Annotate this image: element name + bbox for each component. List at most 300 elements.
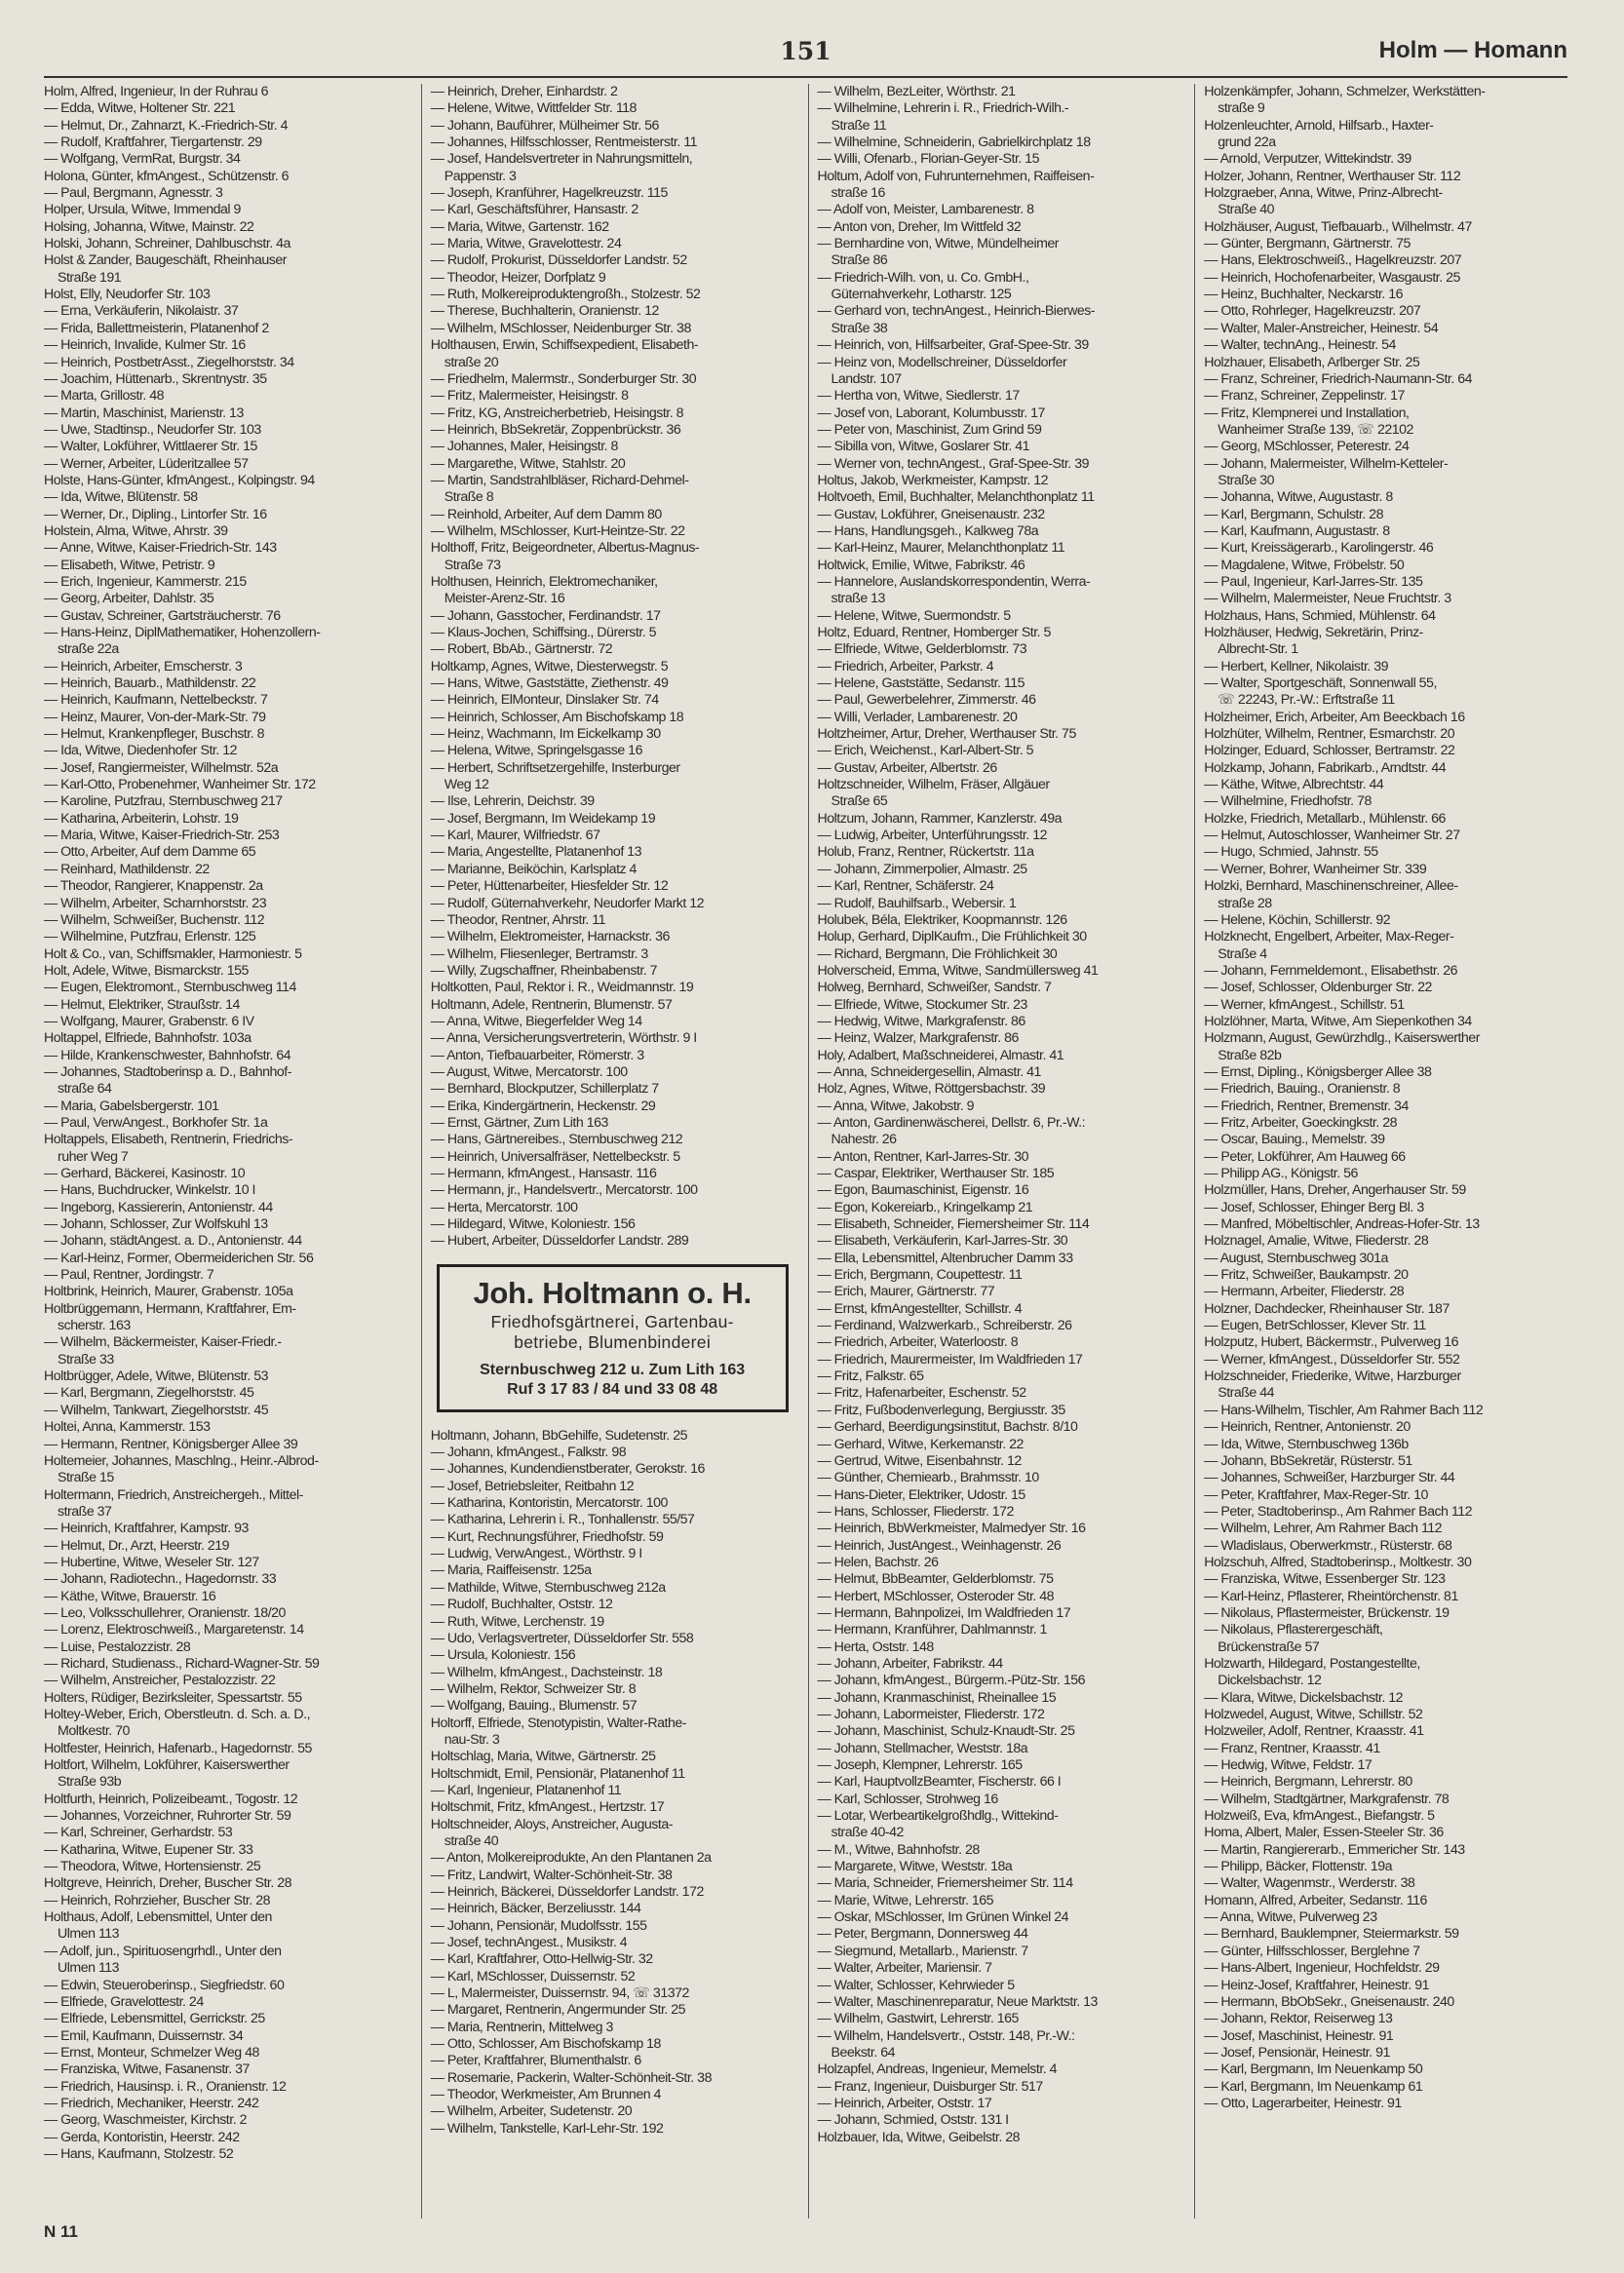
directory-entry: Holzner, Dachdecker, Rheinhauser Str. 187: [1204, 1300, 1450, 1317]
directory-entry: Beekstr. 64: [831, 2044, 895, 2061]
directory-entry: — Georg, MSchlosser, Peterestr. 24: [1204, 439, 1410, 455]
directory-entry: Pappenstr. 3: [444, 168, 517, 184]
directory-entry: — Josef, technAngest., Musikstr. 4: [430, 1935, 628, 1951]
directory-entry: — Eugen, BetrSchlosser, Klever Str. 11: [1204, 1318, 1426, 1334]
directory-entry: — Karl-Heinz, Former, Obermeiderichen Str. 56: [44, 1250, 314, 1266]
directory-entry: — Edda, Witwe, Holtener Str. 221: [44, 100, 236, 117]
directory-entry: — Johannes, Vorzeichner, Ruhrorter Str. 59: [44, 1808, 291, 1825]
directory-entry: Holtbrügger, Adele, Witwe, Blütenstr. 53: [44, 1368, 268, 1385]
directory-entry: — Günter, Hilfsschlosser, Berglehne 7: [1204, 1943, 1420, 1959]
directory-entry: — Katharina, Arbeiterin, Lohstr. 19: [44, 810, 239, 827]
directory-entry: straße 40-42: [831, 1825, 904, 1841]
directory-entry: — Ernst, Gärtner, Zum Lith 163: [430, 1114, 608, 1131]
directory-entry: — Wilhelm, MSchlosser, Neidenburger Str. 38: [430, 320, 691, 336]
directory-entry: — Richard, Bergmann, Die Fröhlichkeit 30: [817, 945, 1058, 962]
directory-entry: — Wilhelm, BezLeiter, Wörthstr. 21: [817, 84, 1016, 99]
directory-entry: — Sibilla von, Witwe, Goslarer Str. 41: [817, 439, 1030, 455]
directory-entry: Holtei, Anna, Kammerstr. 153: [44, 1419, 211, 1436]
directory-entry: — Heinrich, JustAngest., Weinhagenstr. 26: [817, 1537, 1062, 1554]
directory-entry: — Paul, Ingenieur, Karl-Jarres-Str. 135: [1204, 573, 1423, 590]
directory-entry: — Egon, Kokereiarb., Kringelkamp 21: [817, 1199, 1033, 1215]
directory-entry: — Otto, Lagerarbeiter, Heinestr. 91: [1204, 2095, 1402, 2111]
directory-entry: — Friedrich-Wilh. von, u. Co. GmbH.,: [817, 269, 1029, 286]
directory-entry: — Ludwig, VerwAngest., Wörthstr. 9 I: [430, 1546, 642, 1562]
directory-entry: — Friedrich, Bauing., Oranienstr. 8: [1204, 1081, 1401, 1098]
directory-entry: — Johannes, Hilfsschlosser, Rentmeisterstr. 11: [430, 135, 697, 151]
ad-address: Sternbuschweg 212 u. Zum Lith 163: [480, 1361, 746, 1378]
directory-entry: — Adolf, jun., Spirituosengrhdl., Unter den: [44, 1943, 282, 1959]
directory-entry: straße 37: [58, 1503, 112, 1520]
directory-entry: — Emil, Kaufmann, Duissernstr. 34: [44, 2027, 244, 2044]
directory-entry: — Martin, Sandstrahlbläser, Richard-Dehmel-: [430, 472, 689, 488]
directory-entry: — Hans, Witwe, Gaststätte, Ziethenstr. 49: [430, 675, 669, 692]
directory-entry: Holweg, Bernhard, Schweißer, Sandstr. 7: [817, 980, 1052, 996]
directory-entry: Holzwedel, August, Witwe, Schillstr. 52: [1204, 1707, 1423, 1722]
directory-entry: — Werner, Bohrer, Wanheimer Str. 339: [1204, 861, 1427, 877]
directory-entry: Holzheimer, Erich, Arbeiter, Am Beeckbach 16: [1204, 709, 1465, 725]
header-rule: [44, 76, 1567, 78]
directory-entry: — Hildegard, Witwe, Koloniestr. 156: [430, 1216, 636, 1233]
directory-entry: — Erich, Ingenieur, Kammerstr. 215: [44, 573, 247, 590]
directory-entry: — Herbert, MSchlosser, Osteroder Str. 48: [817, 1588, 1055, 1604]
directory-entry: — Werner, kfmAngest., Düsseldorfer Str. 552: [1204, 1351, 1460, 1368]
directory-entry: — Elfriede, Gravelottestr. 24: [44, 1993, 204, 2010]
directory-entry: Holzhäuser, Hedwig, Sekretärin, Prinz-: [1204, 625, 1423, 640]
directory-entry: — Margarete, Witwe, Weststr. 18a: [817, 1859, 1013, 1875]
directory-entry: Holzgraeber, Anna, Witwe, Prinz-Albrecht-: [1204, 185, 1443, 202]
directory-entry: — Mathilde, Witwe, Sternbuschweg 212a: [430, 1579, 666, 1596]
directory-entry: — Heinrich, Bäcker, Berzeliusstr. 144: [430, 1901, 641, 1917]
directory-entry: — Hugo, Schmied, Jahnstr. 55: [1204, 844, 1378, 861]
directory-entry: straße 22a: [58, 641, 119, 658]
directory-entry: — Franz, Rentner, Kraasstr. 41: [1204, 1740, 1380, 1756]
directory-entry: Nahestr. 26: [831, 1132, 897, 1148]
directory-entry: — Maria, Raiffeisenstr. 125a: [430, 1562, 592, 1579]
directory-entry: — Maria, Gabelsbergerstr. 101: [44, 1098, 219, 1114]
directory-entry: — Heinrich, Hochofenarbeiter, Wasgaustr. 25: [1204, 269, 1460, 286]
directory-entry: — Heinrich, Bäckerei, Düsseldorfer Landstr. 172: [430, 1884, 704, 1900]
directory-entry: straße 64: [58, 1081, 112, 1098]
directory-entry: Holznagel, Amalie, Witwe, Fliederstr. 28: [1204, 1233, 1429, 1250]
directory-entry: — Franz, Ingenieur, Duisburger Str. 517: [817, 2078, 1043, 2095]
directory-entry: — Bernhard, Bauklempner, Steiermarkstr. 59: [1204, 1926, 1459, 1943]
directory-entry: — Maria, Schneider, Friemersheimer Str. 114: [817, 1875, 1073, 1892]
directory-entry: Holub, Franz, Rentner, Rückertstr. 11a: [817, 844, 1034, 861]
directory-entry: Holzweiler, Adolf, Rentner, Kraasstr. 41: [1204, 1723, 1424, 1740]
directory-entry: Holtorff, Elfriede, Stenotypistin, Walter-Rathe-: [430, 1714, 686, 1731]
directory-entry: — Johann, Gasstocher, Ferdinandstr. 17: [430, 607, 661, 624]
directory-entry: Holtappel, Elfriede, Bahnhofstr. 103a: [44, 1030, 251, 1047]
directory-entry: — Wolfgang, VermRat, Burgstr. 34: [44, 151, 241, 168]
directory-entry: — Heinrich, Invalide, Kulmer Str. 16: [44, 337, 246, 354]
directory-entry: — Johann, Schmied, Oststr. 131 I: [817, 2112, 1009, 2129]
directory-entry: Holzputz, Hubert, Bäckermstr., Pulverweg 16: [1204, 1334, 1459, 1351]
ad-company-name: Joh. Holtmann o. H.: [473, 1275, 752, 1310]
directory-entry: — Marta, Grillostr. 48: [44, 388, 165, 405]
directory-entry: — Friedrich, Rentner, Bremenstr. 34: [1204, 1098, 1409, 1114]
directory-entry: — Rudolf, Prokurist, Düsseldorfer Landstr. 52: [430, 252, 687, 269]
directory-entry: Straße 8: [444, 489, 494, 506]
directory-entry: — Johann, Radiotechn., Hagedornstr. 33: [44, 1571, 277, 1588]
directory-entry: — Friedhelm, Malermstr., Sonderburger Str. 30: [430, 370, 697, 387]
directory-entry: — Josef, Maschinist, Heinestr. 91: [1204, 2027, 1394, 2044]
directory-entry: — Werner von, technAngest., Graf-Spee-Str. 39: [817, 455, 1089, 472]
directory-entry: — Karl, Bergmann, Ziegelhorststr. 45: [44, 1385, 254, 1402]
page-number: 151: [780, 37, 831, 65]
directory-entry: Holtkamp, Agnes, Witwe, Diesterwegstr. 5: [430, 658, 669, 674]
directory-entry: — Herbert, Kellner, Nikolaistr. 39: [1204, 658, 1389, 674]
directory-entry: — Heinz, Wachmann, Im Eickelkamp 30: [430, 726, 661, 743]
directory-entry: — Helen, Bachstr. 26: [817, 1554, 939, 1570]
directory-entry: — Wilhelm, kfmAngest., Dachsteinstr. 18: [430, 1664, 663, 1680]
directory-entry: — Helmut, Dr., Arzt, Heerstr. 219: [44, 1537, 230, 1554]
directory-entry: — Heinrich, BbSekretär, Zoppenbrückstr. 36: [430, 421, 681, 438]
directory-entry: Holtbrüggemann, Hermann, Kraftfahrer, Em-: [44, 1300, 296, 1317]
directory-entry: — August, Witwe, Mercatorstr. 100: [430, 1063, 628, 1080]
directory-entry: — Heinz, Buchhalter, Neckarstr. 16: [1204, 287, 1404, 303]
directory-entry: Holtmann, Johann, BbGehilfe, Sudetenstr. 25: [430, 1427, 687, 1444]
directory-entry: — Caspar, Elektriker, Werthauser Str. 185: [817, 1166, 1055, 1181]
directory-entry: — Helene, Witwe, Suermondstr. 5: [817, 607, 1011, 624]
directory-entry: — Karl-Heinz, Maurer, Melanchthonplatz 11: [817, 540, 1065, 557]
directory-entry: straße 16: [831, 185, 885, 202]
directory-entry: — Theodor, Rentner, Ahrstr. 11: [430, 911, 606, 928]
directory-entry: — Erna, Verkäuferin, Nikolaistr. 37: [44, 303, 239, 320]
directory-entry: Weg 12: [444, 777, 489, 793]
directory-entry: — Martin, Maschinist, Marienstr. 13: [44, 405, 244, 421]
directory-entry: Holzweiß, Eva, kfmAngest., Biefangstr. 5: [1204, 1808, 1435, 1825]
directory-entry: — Karl, Schreiner, Gerhardstr. 53: [44, 1825, 233, 1841]
directory-entry: — Magdalene, Witwe, Fröbelstr. 50: [1204, 557, 1405, 573]
directory-entry: — Hans, Gärtnereibes., Sternbuschweg 212: [430, 1132, 683, 1148]
directory-entry: — Heinrich, Rentner, Antonienstr. 20: [1204, 1419, 1411, 1436]
directory-entry: Holzapfel, Andreas, Ingenieur, Memelstr. 4: [817, 2061, 1058, 2078]
directory-entry: — Georg, Waschmeister, Kirchstr. 2: [44, 2112, 247, 2129]
directory-entry: — Heinrich, PostbetrAsst., Ziegelhorststr. 34: [44, 354, 294, 370]
directory-entry: — Karl-Otto, Probenehmer, Wanheimer Str. 172: [44, 777, 316, 793]
directory-entry: Holzknecht, Engelbert, Arbeiter, Max-Reger-: [1204, 929, 1454, 945]
directory-entry: — Peter, Stadtoberinsp., Am Rahmer Bach 112: [1204, 1503, 1473, 1520]
column-3: [808, 84, 1181, 2218]
directory-entry: — Johann, städtAngest. a. D., Antonienstr. 44: [44, 1233, 302, 1250]
directory-entry: — Anna, Versicherungsvertreterin, Wörthstr. 9 I: [430, 1030, 697, 1047]
directory-entry: — Heinrich, BbWerkmeister, Malmedyer Str. 16: [817, 1521, 1086, 1537]
directory-entry: — Heinz, Maurer, Von-der-Mark-Str. 79: [44, 709, 266, 725]
directory-entry: — Oscar, Bauing., Memelstr. 39: [1204, 1132, 1385, 1148]
directory-entry: — Friedrich, Mechaniker, Heerstr. 242: [44, 2095, 259, 2111]
directory-entry: — Karl, Kaufmann, Augustastr. 8: [1204, 522, 1390, 539]
directory-entry: — Heinrich, ElMonteur, Dinslaker Str. 74: [430, 692, 659, 709]
directory-entry: — Johanna, Witwe, Augustastr. 8: [1204, 489, 1393, 506]
directory-entry: — Walter, Maschinenreparatur, Neue Marktstr. 13: [817, 1993, 1098, 2010]
directory-entry: — Paul, Gewerbelehrer, Zimmerstr. 46: [817, 692, 1036, 709]
directory-entry: Holzbauer, Ida, Witwe, Geibelstr. 28: [817, 2129, 1021, 2145]
directory-entry: — Ferdinand, Walzwerkarb., Schreiberstr. 26: [817, 1318, 1072, 1334]
directory-entry: — Hans, Handlungsgeh., Kalkweg 78a: [817, 522, 1039, 539]
directory-entry: — Johann, Pensionär, Mudolfsstr. 155: [430, 1917, 647, 1934]
directory-entry: Ulmen 113: [58, 1960, 120, 1977]
advertisement-box: [437, 1264, 789, 1412]
directory-entry: — Karl, Kraftfahrer, Otto-Hellwig-Str. 32: [430, 1951, 653, 1968]
directory-entry: straße 9: [1218, 100, 1265, 117]
directory-entry: Holtgreve, Heinrich, Dreher, Buscher Str. 28: [44, 1875, 291, 1892]
directory-entry: — Johann, Rektor, Reiserweg 13: [1204, 2011, 1393, 2027]
directory-entry: — Manfred, Möbeltischler, Andreas-Hofer-Str. 13: [1204, 1216, 1480, 1233]
directory-entry: — Heinrich, Arbeiter, Emscherstr. 3: [44, 658, 243, 674]
directory-entry: — Kurt, Kreissägerarb., Karolingerstr. 46: [1204, 540, 1434, 557]
directory-entry: — Heinrich, Dreher, Einhardstr. 2: [430, 84, 618, 99]
directory-entry: — Karl-Heinz, Pflasterer, Rheintörchenstr. 81: [1204, 1588, 1458, 1604]
directory-entry: — Rudolf, Bauhilfsarb., Webersir. 1: [817, 895, 1017, 911]
directory-entry: — Johann, Fernmeldemont., Elisabethstr. 26: [1204, 962, 1457, 979]
directory-entry: — Franziska, Witwe, Fasanenstr. 37: [44, 2061, 250, 2078]
directory-entry: — Hermann, kfmAngest., Hansastr. 116: [430, 1166, 657, 1181]
directory-entry: — Günter, Bergmann, Gärtnerstr. 75: [1204, 236, 1411, 252]
directory-entry: — Johannes, Kundendienstberater, Gerokstr. 16: [430, 1461, 705, 1478]
directory-entry: — Josef, Schlosser, Oldenburger Str. 22: [1204, 980, 1432, 996]
directory-entry: — Erich, Weichenst., Karl-Albert-Str. 5: [817, 743, 1033, 759]
ad-phone: Ruf 3 17 83 / 84 und 33 08 48: [507, 1380, 718, 1398]
directory-entry: ruher Weg 7: [58, 1148, 129, 1165]
directory-entry: — Wilhelm, Elektromeister, Harnackstr. 36: [430, 929, 670, 945]
directory-entry: Holzwarth, Hildegard, Postangestellte,: [1204, 1655, 1420, 1672]
directory-entry: Holtappels, Elisabeth, Rentnerin, Friedrichs-: [44, 1132, 293, 1148]
directory-entry: — Josef, Pensionär, Heinestr. 91: [1204, 2044, 1390, 2061]
directory-entry: Holthoff, Fritz, Beigeordneter, Albertus-Magnus-: [430, 540, 700, 557]
directory-entry: Holst, Elly, Neudorfer Str. 103: [44, 287, 211, 303]
directory-entry: — Josef, Rangiermeister, Wilhelmstr. 52a: [44, 759, 279, 776]
directory-entry: Holzhauer, Elisabeth, Arlberger Str. 25: [1204, 354, 1420, 370]
directory-entry: — Karl, Bergmann, Im Neuenkamp 61: [1204, 2078, 1423, 2095]
directory-entry: — Fritz, KG, Anstreicherbetrieb, Heisingstr. 8: [430, 405, 684, 421]
directory-entry: — Rudolf, Güternahverkehr, Neudorfer Markt 12: [430, 895, 705, 911]
directory-entry: — Luise, Pestalozzistr. 28: [44, 1638, 191, 1655]
directory-entry: — Heinrich, Arbeiter, Oststr. 17: [817, 2095, 992, 2111]
directory-entry: Holzhüter, Wilhelm, Rentner, Esmarchstr. 20: [1204, 726, 1455, 743]
directory-entry: Holtzum, Johann, Rammer, Kanzlerstr. 49a: [817, 810, 1062, 827]
directory-entry: — Erich, Maurer, Gärtnerstr. 77: [817, 1284, 995, 1300]
directory-entry: — Nikolaus, Pflastermeister, Brückenstr. 19: [1204, 1604, 1450, 1621]
directory-entry: Straße 86: [831, 252, 888, 269]
directory-entry: — Karl, Schlosser, Strohweg 16: [817, 1791, 998, 1807]
directory-entry: — Willi, Verlader, Lambarenestr. 20: [817, 709, 1018, 725]
column-2: [421, 84, 794, 2218]
directory-entry: Straße 30: [1218, 472, 1275, 488]
directory-entry: — Herta, Oststr. 148: [817, 1638, 934, 1655]
directory-entry: — Paul, VerwAngest., Borkhofer Str. 1a: [44, 1114, 268, 1131]
directory-entry: Holthaus, Adolf, Lebensmittel, Unter den: [44, 1909, 272, 1926]
directory-entry: Straße 191: [58, 269, 122, 286]
page-footer-signature: N 11: [44, 2222, 78, 2241]
directory-entry: — Wilhelm, Malermeister, Neue Fruchtstr. 3: [1204, 591, 1451, 607]
directory-entry: — Ingeborg, Kassiererin, Antonienstr. 44: [44, 1199, 273, 1215]
directory-entry: — Hermann, Bahnpolizei, Im Waldfrieden 17: [817, 1604, 1071, 1621]
directory-entry: — Helene, Köchin, Schillerstr. 92: [1204, 911, 1391, 928]
directory-entry: — Wilhelmine, Lehrerin i. R., Friedrich-Wilh.-: [817, 100, 1069, 117]
directory-entry: Holtus, Jakob, Werkmeister, Kampstr. 12: [817, 472, 1048, 488]
directory-entry: — Johann, Labormeister, Fliederstr. 172: [817, 1707, 1045, 1722]
directory-entry: — Walter, Lokführer, Wittlaerer Str. 15: [44, 439, 257, 455]
directory-entry: — Gerhard von, technAngest., Heinrich-Bierwes-: [817, 303, 1096, 320]
directory-entry: Straße 33: [58, 1351, 114, 1368]
directory-entry: — Wilhelm, Stadtgärtner, Markgrafenstr. 78: [1204, 1791, 1450, 1807]
directory-entry: — Wladislaus, Oberwerkmstr., Rüsterstr. 68: [1204, 1537, 1452, 1554]
directory-entry: — Theodora, Witwe, Hortensienstr. 25: [44, 1859, 261, 1875]
directory-entry: Homann, Alfred, Arbeiter, Sedanstr. 116: [1204, 1892, 1427, 1908]
directory-entry: Holtvoeth, Emil, Buchhalter, Melanchthonplatz 11: [817, 489, 1095, 506]
directory-entry: — Oskar, MSchlosser, Im Grünen Winkel 24: [817, 1909, 1069, 1926]
directory-entry: Holzkamp, Johann, Fabrikarb., Arndtstr. 44: [1204, 759, 1447, 776]
directory-columns: [44, 84, 1567, 2218]
directory-entry: — Hermann, Arbeiter, Fliederstr. 28: [1204, 1284, 1405, 1300]
directory-entry: Holtschneider, Aloys, Anstreicher, Augusta-: [430, 1816, 673, 1832]
directory-entry: — Helene, Witwe, Wittfelder Str. 118: [430, 100, 637, 117]
directory-entry: Holtzschneider, Wilhelm, Fräser, Allgäuer: [817, 777, 1050, 793]
directory-entry: — Heinz-Josef, Kraftfahrer, Heinestr. 91: [1204, 1977, 1430, 1993]
directory-entry: Holzhaus, Hans, Schmied, Mühlenstr. 64: [1204, 607, 1436, 624]
directory-entry: — Hedwig, Witwe, Markgrafenstr. 86: [817, 1013, 1025, 1029]
directory-entry: — Klara, Witwe, Dickelsbachstr. 12: [1204, 1689, 1404, 1706]
directory-entry: — Philipp AG., Königstr. 56: [1204, 1166, 1358, 1181]
directory-entry: — Franziska, Witwe, Essenberger Str. 123: [1204, 1571, 1446, 1588]
directory-entry: — Wilhelm, Anstreicher, Pestalozzistr. 22: [44, 1673, 276, 1689]
directory-entry: — Josef, Handelsvertreter in Nahrungsmitteln,: [430, 151, 693, 168]
directory-entry: Holper, Ursula, Witwe, Immendal 9: [44, 202, 241, 218]
directory-entry: Holtschlag, Maria, Witwe, Gärtnerstr. 25: [430, 1749, 656, 1765]
directory-entry: Holz, Agnes, Witwe, Röttgersbachstr. 39: [817, 1081, 1046, 1098]
directory-entry: — Franz, Schreiner, Friedrich-Naumann-Str. 64: [1204, 370, 1473, 387]
directory-entry: Brückenstraße 57: [1218, 1638, 1320, 1655]
directory-entry: — Hans-Heinz, DiplMathematiker, Hohenzollern-: [44, 625, 321, 640]
directory-entry: — Fritz, Klempnerei und Installation,: [1204, 405, 1410, 421]
directory-entry: Dickelsbachstr. 12: [1218, 1673, 1322, 1689]
directory-entry: — Hedwig, Witwe, Feldstr. 17: [1204, 1757, 1373, 1774]
directory-entry: — Maria, Rentnerin, Mittelweg 3: [430, 2019, 613, 2035]
directory-entry: — Udo, Verlagsvertreter, Düsseldorfer Str. 558: [430, 1630, 694, 1646]
directory-entry: — Helmut, BbBeamter, Gelderblomstr. 75: [817, 1571, 1054, 1588]
directory-entry: — Helmut, Krankenpfleger, Buschstr. 8: [44, 726, 264, 743]
directory-entry: — Hertha von, Witwe, Siedlerstr. 17: [817, 388, 1020, 405]
directory-entry: — Wilhelm, MSchlosser, Kurt-Heintze-Str. 22: [430, 522, 685, 539]
directory-entry: — Wolfgang, Bauing., Blumenstr. 57: [430, 1698, 638, 1714]
directory-entry: ☏ 22243, Pr.-W.: Erftstraße 11: [1218, 692, 1395, 709]
directory-entry: Holtschmidt, Emil, Pensionär, Platanenhof 11: [430, 1765, 685, 1782]
directory-entry: — Hans-Dieter, Elektriker, Udostr. 15: [817, 1486, 1025, 1503]
directory-entry: — Nikolaus, Pflasterergeschäft,: [1204, 1622, 1383, 1638]
directory-entry: — Friedrich, Maurermeister, Im Waldfrieden 17: [817, 1351, 1083, 1368]
directory-entry: — Johannes, Schweißer, Harzburger Str. 44: [1204, 1470, 1455, 1486]
directory-entry: Straße 93b: [58, 1774, 122, 1791]
directory-entry: — Anton, Tiefbauarbeiter, Römerstr. 3: [430, 1047, 644, 1063]
directory-entry: — Elfriede, Witwe, Gelderblomstr. 73: [817, 641, 1027, 658]
directory-entry: — Philipp, Bäcker, Flottenstr. 19a: [1204, 1859, 1393, 1875]
directory-entry: — Anton von, Dreher, Im Wittfeld 32: [817, 218, 1022, 235]
directory-entry: Holski, Johann, Schreiner, Dahlbuschstr. 4a: [44, 236, 290, 252]
directory-entry: — Kurt, Rechnungsführer, Friedhofstr. 59: [430, 1528, 664, 1545]
directory-entry: Holtermann, Friedrich, Anstreichergeh., Mittel-: [44, 1486, 303, 1503]
directory-entry: Straße 4: [1218, 945, 1267, 962]
directory-entry: — Willi, Ofenarb., Florian-Geyer-Str. 15: [817, 151, 1040, 168]
directory-entry: — Karoline, Putzfrau, Sternbuschweg 217: [44, 793, 283, 810]
directory-entry: — Maria, Angestellte, Platanenhof 13: [430, 844, 641, 861]
directory-entry: — Maria, Witwe, Kaiser-Friedrich-Str. 253: [44, 828, 280, 844]
directory-entry: — Heinz, Walzer, Markgrafenstr. 86: [817, 1030, 1019, 1047]
directory-entry: Holtfort, Wilhelm, Lokführer, Kaiserswerther: [44, 1757, 290, 1774]
directory-entry: — Elfriede, Lebensmittel, Gerrickstr. 25: [44, 2011, 265, 2027]
directory-entry: — Hans, Elektroschweiß., Hagelkreuzstr. 207: [1204, 252, 1462, 269]
directory-entry: — Friedrich, Arbeiter, Waterloostr. 8: [817, 1334, 1019, 1351]
directory-entry: — Georg, Arbeiter, Dahlstr. 35: [44, 591, 214, 607]
directory-entry: — Wilhelmine, Schneiderin, Gabrielkirchplatz 18: [817, 135, 1091, 151]
directory-entry: — Karl, MSchlosser, Duissernstr. 52: [430, 1968, 636, 1984]
directory-entry: straße 40: [444, 1832, 499, 1849]
directory-entry: — Helmut, Elektriker, Straußstr. 14: [44, 996, 240, 1013]
directory-entry: — Karl, Maurer, Wilfriedstr. 67: [430, 828, 600, 844]
directory-entry: — Josef, Bergmann, Im Weidekamp 19: [430, 810, 656, 827]
directory-entry: — Käthe, Witwe, Albrechtstr. 44: [1204, 777, 1384, 793]
directory-entry: — Martin, Rangiererarb., Emmericher Str. 143: [1204, 1841, 1465, 1858]
directory-entry: Holm, Alfred, Ingenieur, In der Ruhrau 6: [44, 84, 268, 99]
directory-entry: — Helena, Witwe, Springelsgasse 16: [430, 743, 642, 759]
directory-entry: — Heinrich, Kaufmann, Nettelbeckstr. 7: [44, 692, 268, 709]
directory-entry: — Hannelore, Auslandskorrespondentin, Werra-: [817, 573, 1091, 590]
directory-entry: — Helene, Gaststätte, Sedanstr. 115: [817, 675, 1025, 692]
directory-entry: — Johann, kfmAngest., Bürgerm.-Pütz-Str. 156: [817, 1673, 1085, 1689]
directory-entry: — Lotar, Werbeartikelgroßhdlg., Wittekind-: [817, 1808, 1059, 1825]
directory-entry: — Wilhelm, Arbeiter, Scharnhorststr. 23: [44, 895, 267, 911]
directory-entry: — Hermann, jr., Handelsvertr., Mercatorstr. 100: [430, 1182, 698, 1199]
directory-entry: — Heinrich, Rohrzieher, Buscher Str. 28: [44, 1892, 271, 1908]
directory-entry: — Karl, Bergmann, Schulstr. 28: [1204, 506, 1383, 522]
directory-entry: — Adolf von, Meister, Lambarenestr. 8: [817, 202, 1034, 218]
directory-entry: Holtemeier, Johannes, Maschlng., Heinr.-Albrod-: [44, 1452, 319, 1469]
directory-entry: grund 22a: [1218, 135, 1276, 151]
directory-entry: — Walter, Schlosser, Kehrwieder 5: [817, 1977, 1015, 1993]
directory-entry: — Wilhelm, Tankstelle, Karl-Lehr-Str. 192: [430, 2120, 664, 2137]
directory-entry: — Eugen, Elektromont., Sternbuschweg 114: [44, 980, 296, 996]
directory-entry: Holtzheimer, Artur, Dreher, Werthauser Str. 75: [817, 726, 1076, 743]
directory-entry: — Johann, Zimmerpolier, Almastr. 25: [817, 861, 1027, 877]
directory-entry: Holup, Gerhard, DiplKaufm., Die Frühlichkeit 30: [817, 929, 1087, 945]
directory-entry: Straße 73: [444, 557, 501, 573]
directory-entry: — Marianne, Beiköchin, Karlsplatz 4: [430, 861, 637, 877]
directory-entry: Holtz, Eduard, Rentner, Homberger Str. 5: [817, 625, 1051, 640]
directory-entry: Holtbrink, Heinrich, Maurer, Grabenstr. 105a: [44, 1284, 293, 1300]
directory-entry: — Gustav, Arbeiter, Albertstr. 26: [817, 759, 997, 776]
directory-entry: — Wolfgang, Maurer, Grabenstr. 6 IV: [44, 1013, 254, 1029]
directory-entry: — Lorenz, Elektroschweiß., Margaretenstr. 14: [44, 1622, 304, 1638]
directory-entry: — Johann, Arbeiter, Fabrikstr. 44: [817, 1655, 1003, 1672]
directory-entry: — Johann, kfmAngest., Falkstr. 98: [430, 1445, 627, 1461]
directory-entry: — Joachim, Hüttenarb., Skrentnystr. 35: [44, 370, 267, 387]
directory-entry: Holzschuh, Alfred, Stadtoberinsp., Moltkestr. 30: [1204, 1554, 1472, 1570]
directory-entry: — Ilse, Lehrerin, Deichstr. 39: [430, 793, 595, 810]
directory-entry: Holzlöhner, Marta, Witwe, Am Siepenkothen 34: [1204, 1013, 1472, 1029]
directory-entry: — Fritz, Fußbodenverlegung, Bergiusstr. 35: [817, 1402, 1065, 1418]
directory-entry: Holstein, Alma, Witwe, Ahrstr. 39: [44, 522, 228, 539]
directory-entry: Wanheimer Straße 139, ☏ 22102: [1218, 421, 1413, 438]
directory-entry: — Johann, Malermeister, Wilhelm-Ketteler-: [1204, 455, 1449, 472]
directory-entry: — Werner, kfmAngest., Schillstr. 51: [1204, 996, 1405, 1013]
directory-entry: nau-Str. 3: [444, 1731, 500, 1748]
directory-entry: Meister-Arenz-Str. 16: [444, 591, 565, 607]
running-head: Holm — Homann: [1378, 37, 1567, 63]
directory-entry: Holthausen, Erwin, Schiffsexpedient, Elisabeth-: [430, 337, 699, 354]
directory-entry: Holtfurth, Heinrich, Polizeibeamt., Togostr. 12: [44, 1791, 298, 1807]
directory-entry: — Wilhelmine, Putzfrau, Erlenstr. 125: [44, 929, 256, 945]
directory-entry: — Anton, Molkereiprodukte, An den Plantanen 2a: [430, 1850, 712, 1867]
directory-entry: — Gustav, Schreiner, Gartsträucherstr. 76: [44, 607, 281, 624]
